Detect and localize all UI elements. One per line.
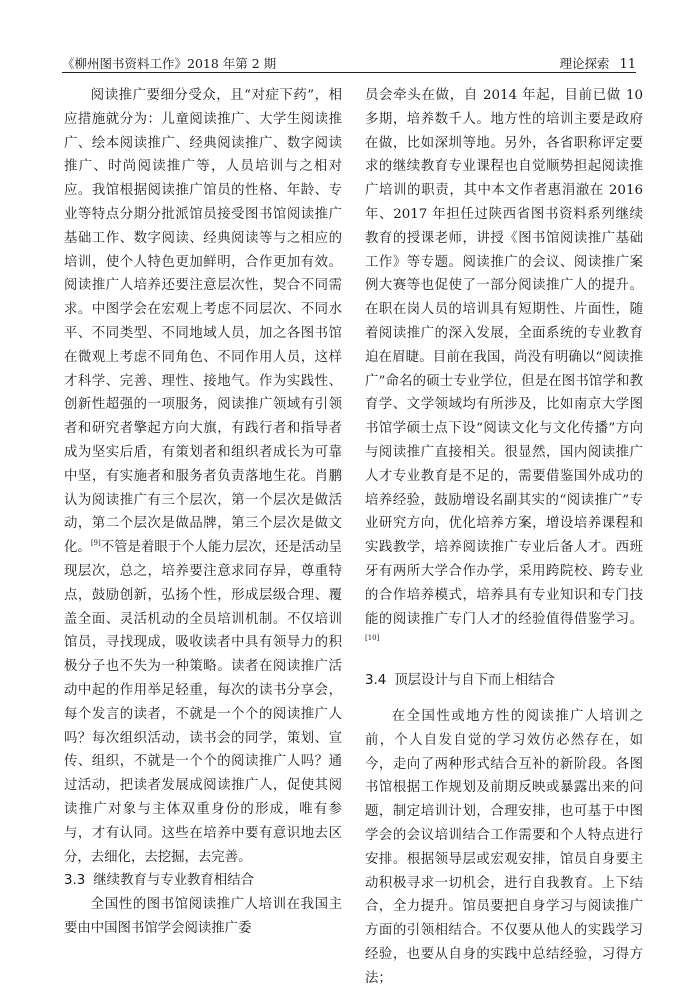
paragraph-text: 阅读推广要细分受众，且“对症下药”，相应措施就分为：儿童阅读推广、大学生阅读推广、绘本阅读推广、经典阅读推广、数字阅读推广、时尚阅读推广等，人员培训与之相对应。我馆根据阅读推广馆员的性格、年龄、专业等特点分期分批派馆员接受图书馆阅读推广基础工作、数字阅读、经典阅读等与之相应的培训，使个人特色更加鲜明，合作更加有效。阅读推广人培养还要注意层次性，契合不同需求。中图学会在宏观上考虑不同层次、不同水平、不同类型、不同地域人员，加之各图书馆在微观上考虑不同角色、不同作用人员，这样才科学、完善、理性、接地气。作为实践性、创新性超强的一项服务，阅读推广领域有引领者和研究者擎起方向大旗，有践行者和指导者成为坚实后盾，有策划者和组织者成长为可靠中坚，有实施者和服务者负责落地生花。肖鹏认为阅读推广有三个层次，第一个层次是做活动，第二个层次是做品牌，第三个层次是做文化。 bbox=[64, 88, 342, 556]
page-number: 11 bbox=[619, 57, 636, 72]
section-name: 理论探索 bbox=[559, 56, 610, 71]
paragraph-text: 员会牵头在做，自 2014 年起，目前已做 10 多期，培养数千人。地方性的培训主要是政府在做，比如深圳等地。另外，各省职称评定要求的继续教育专业课程也自觉顺势担起阅读推广培训的职责，其中本文作者惠涓澈在 2016 年、2017 年担任过陕西省图书资料系列继续教育的授课老师，讲授《图书馆阅读推广基础工作》等专题。阅读推广的会议、阅读推广案例大赛等也促使了一部分阅读推广人的提升。在职在岗人员的培训具有短期性、片面性，随着阅读推广的深入发展，全面系统的专业教育迫在眉睫。目前在我国，尚没有明确以“阅读推广”命名的硕士专业学位，但是在图书馆学和教育学、文学领域均有所涉及，比如南京大学图书馆学硕士点下设“阅读文化与文化传播”方向与阅读推广直接相关。很显然，国内阅读推广人才专业教育是不足的，需要借鉴国外成功的培养经验，鼓励增设名副其实的“阅读推广”专业研究方向，优化培养方案，增设培养课程和实践教学，培养阅读推广专业后备人才。西班牙有两所大学合作办学，采用跨院校、跨专业的合作培养模式，培养具有专业知识和专门技能的阅读推广专门人才的经验值得借鉴学习。 bbox=[365, 88, 643, 627]
citation-ref: [9] bbox=[90, 539, 101, 548]
section-number: 3.4 bbox=[365, 673, 387, 689]
citation-ref: [10] bbox=[365, 634, 380, 643]
body-paragraph bbox=[365, 84, 643, 655]
right-column bbox=[365, 84, 643, 990]
paragraph-text: 不管是着眼于个人能力层次，还是活动呈现层次，总之，培养要注意求同存异，尊重特点，鼓励创新，弘扬个性，形成层级合理、覆盖全面、灵活机动的全员培训机制。不仅培训馆员，寻找现成，吸收读者中具有领导力的积极分子也不失为一种策略。读者在阅读推广活动中起的作用举足轻重，每次的读书分享会，每个发言的读者，不就是一个个的阅读推广人吗？每次组织活动，读书会的同学，策划、宣传、组织，不就是一个个的阅读推广人吗？通过活动，把读者发展成阅读推广人，促使其阅读推广对象与主体双重身份的形成，唯有参与，才有认同。这些在培养中要有意识地去区分，去细化，去挖掘，去完善。 bbox=[64, 540, 343, 865]
body-paragraph: 在全国性或地方性的阅读推广人培训之前，个人自发自觉的学习效仿必然存在，如今，走向了两种形式结合互补的新阶段。各图书馆根据工作规划及前期反映或暴露出来的问题，制定培训计划，合理安排，也可基于中图学会的会议培训结合工作需要和个人特点进行安排。根据领导层或宏观安排，馆员自身要主动积极寻求一切机会，进行自我教育。上下结合，全力提升。馆员要把自身学习与阅读推广方面的引领相结合。不仅要从他人的实践学习经验，也要从自身的实践中总结经验，习得方法； bbox=[365, 708, 643, 986]
running-header bbox=[62, 52, 636, 73]
section-title: 顶层设计与自下而上相结合 bbox=[394, 673, 555, 689]
body-paragraph bbox=[64, 84, 342, 869]
journal-title: 《柳州图书资料工作》2018 年第 2 期 bbox=[62, 56, 277, 71]
section-number: 3.3 bbox=[64, 873, 86, 889]
section-title: 继续教育与专业教育相结合 bbox=[93, 873, 254, 889]
section-heading bbox=[365, 669, 643, 693]
header-right bbox=[559, 54, 636, 72]
body-paragraph: 全国性的图书馆阅读推广人培训在我国主要由中国图书馆学会阅读推广委 bbox=[64, 897, 342, 936]
section-heading bbox=[64, 869, 342, 893]
left-column bbox=[64, 84, 342, 941]
